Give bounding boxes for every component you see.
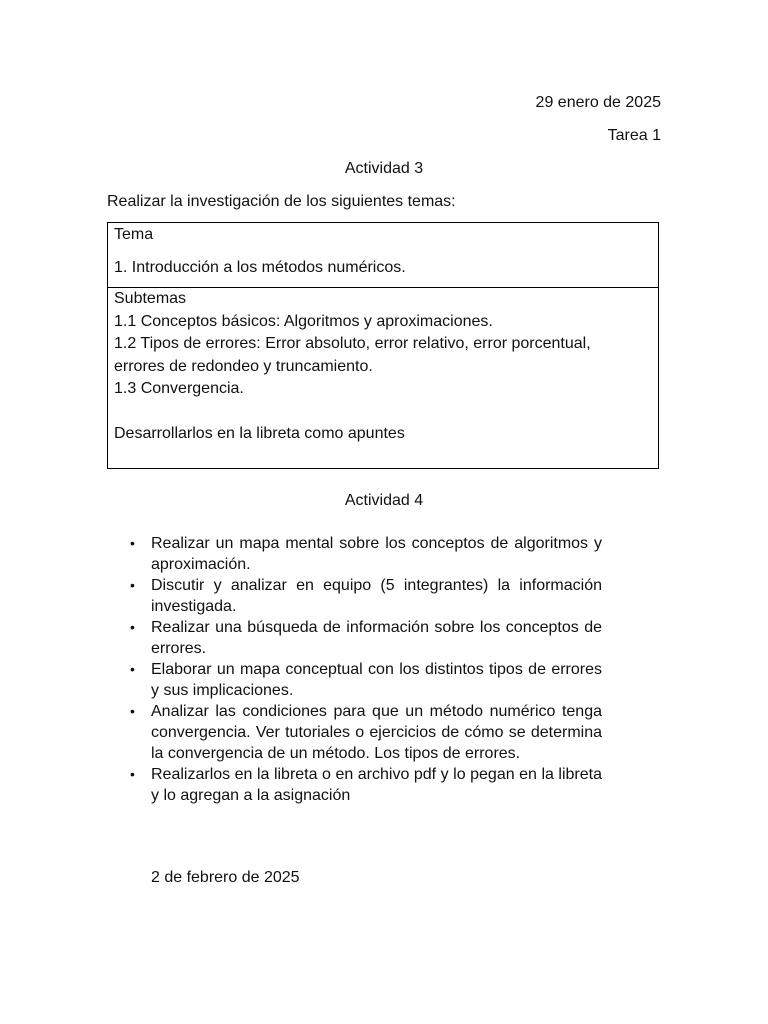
activity-3-title: Actividad 3 bbox=[344, 160, 424, 177]
activity-4-list bbox=[130, 533, 602, 806]
bullet-icon: • bbox=[130, 766, 135, 782]
list-item bbox=[130, 659, 602, 701]
tema-label: Tema bbox=[114, 226, 154, 243]
subtema-item: 1.2 Tipos de errores: Error absoluto, error relativo, error porcentual, bbox=[114, 335, 591, 352]
list-item-text: Realizar una búsqueda de información sobre los conceptos de errores. bbox=[151, 619, 602, 657]
bullet-icon: • bbox=[130, 535, 135, 551]
intro-text: Realizar la investigación de los siguientes temas: bbox=[107, 193, 456, 210]
tema-cell bbox=[108, 223, 658, 288]
list-item bbox=[130, 533, 602, 575]
tema-value: 1. Introducción a los métodos numéricos. bbox=[114, 259, 406, 276]
list-item-text: Discutir y analizar en equipo (5 integrantes) la información investigada. bbox=[151, 577, 602, 615]
spacer bbox=[114, 401, 652, 423]
subtemas-label: Subtemas bbox=[114, 290, 187, 307]
activity-4-title: Actividad 4 bbox=[344, 492, 424, 509]
bullet-icon: • bbox=[130, 661, 135, 677]
list-item bbox=[130, 617, 602, 659]
list-item-text: Analizar las condiciones para que un método numérico tenga convergencia. Ver tutoriales o ejercicios de cómo se determina la convergencia de un método. Los tipos de errores. bbox=[151, 703, 602, 762]
task-label: Tarea 1 bbox=[607, 127, 661, 144]
footer-date: 2 de febrero de 2025 bbox=[151, 869, 300, 886]
topics-table bbox=[107, 222, 659, 469]
subtema-item: 1.3 Convergencia. bbox=[114, 380, 244, 397]
subtema-item: errores de redondeo y truncamiento. bbox=[114, 357, 373, 375]
list-item-text: Elaborar un mapa conceptual con los distintos tipos de errores y sus implicaciones. bbox=[151, 661, 602, 699]
document-date: 29 enero de 2025 bbox=[535, 94, 661, 111]
bullet-icon: • bbox=[130, 577, 135, 593]
list-item bbox=[130, 764, 602, 806]
subtema-item: 1.1 Conceptos básicos: Algoritmos y aproximaciones. bbox=[114, 312, 493, 330]
list-item bbox=[130, 701, 602, 764]
list-item-text: Realizar un mapa mental sobre los conceptos de algoritmos y aproximación. bbox=[151, 535, 602, 573]
list-item bbox=[130, 575, 602, 617]
subtemas-note: Desarrollarlos en la libreta como apuntes bbox=[114, 424, 405, 442]
list-item-text: Realizarlos en la libreta o en archivo pdf y lo pegan en la libreta y lo agregan a la asignación bbox=[151, 766, 602, 804]
bullet-icon: • bbox=[130, 619, 135, 635]
subtemas-cell bbox=[108, 288, 658, 468]
bullet-icon: • bbox=[130, 703, 135, 719]
